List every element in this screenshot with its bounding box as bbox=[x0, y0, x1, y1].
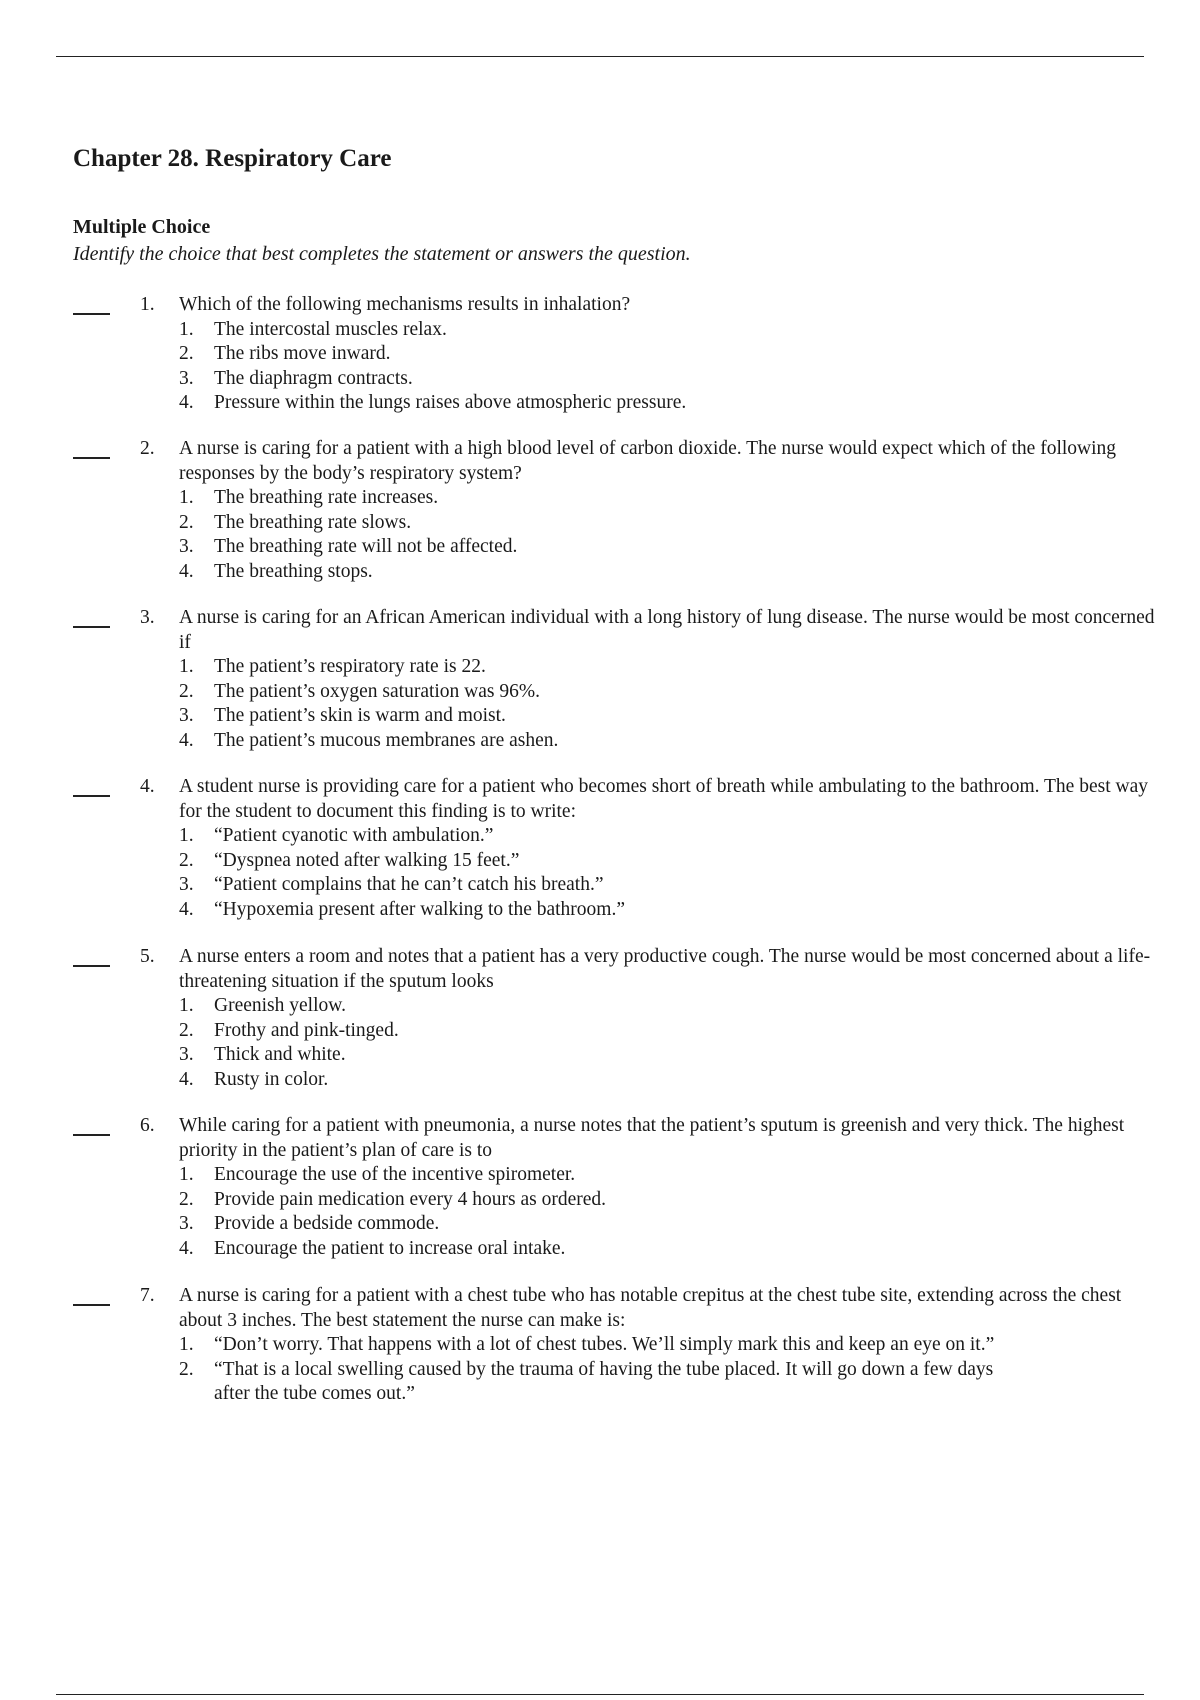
choice-item bbox=[179, 535, 1160, 560]
choice-number: 4. bbox=[179, 729, 194, 751]
choice-list bbox=[179, 1163, 1160, 1261]
choice-text: The patient’s oxygen saturation was 96%. bbox=[214, 680, 541, 702]
choice-number: 2. bbox=[179, 511, 194, 533]
choice-text: Thick and white. bbox=[214, 1044, 346, 1065]
answer-blank[interactable] bbox=[73, 457, 110, 459]
choice-number: 2. bbox=[179, 680, 194, 702]
choice-text: The ribs move inward. bbox=[214, 343, 391, 364]
choice-text: “Patient complains that he can’t catch his breath.” bbox=[214, 874, 604, 895]
question-number: 4. bbox=[140, 776, 155, 797]
question-text: While caring for a patient with pneumonia, a nurse notes that the patient’s sputum is greenish and very thick. The highest priority in the patient’s plan of care is to bbox=[179, 1115, 1125, 1161]
choice-number: 3. bbox=[179, 1213, 194, 1234]
choice-number: 3. bbox=[179, 1044, 194, 1065]
choice-text: “Dyspnea noted after walking 15 feet.” bbox=[214, 849, 520, 871]
answer-blank[interactable] bbox=[73, 626, 110, 628]
choice-text: The breathing rate slows. bbox=[214, 511, 412, 533]
choice-text: Provide a bedside commode. bbox=[214, 1213, 440, 1234]
section-heading: Multiple Choice bbox=[73, 216, 211, 238]
choice-item bbox=[179, 680, 1160, 705]
choice-item bbox=[179, 1188, 1160, 1213]
choice-text: The diaphragm contracts. bbox=[214, 367, 413, 389]
question-text: A nurse is caring for a patient with a high blood level of carbon dioxide. The nurse would expect which of the following responses by the body’s respiratory system? bbox=[179, 438, 1117, 484]
choice-list bbox=[179, 824, 1160, 922]
question-number: 3. bbox=[140, 607, 155, 628]
choice-number: 3. bbox=[179, 367, 194, 389]
choice-text: “Don’t worry. That happens with a lot of chest tubes. We’ll simply mark this and keep an eye on it.” bbox=[214, 1334, 995, 1355]
choice-item bbox=[179, 318, 1160, 343]
choice-text: Pressure within the lungs raises above atmospheric pressure. bbox=[214, 392, 687, 413]
question-text: Which of the following mechanisms results in inhalation? bbox=[179, 294, 631, 315]
choice-item bbox=[179, 655, 1160, 680]
choice-list bbox=[179, 486, 1160, 584]
choice-number: 1. bbox=[179, 656, 194, 677]
choice-list bbox=[179, 994, 1160, 1092]
choice-number: 1. bbox=[179, 825, 194, 846]
choice-number: 4. bbox=[179, 1068, 194, 1090]
choice-list bbox=[179, 318, 1160, 416]
question-number: 6. bbox=[140, 1115, 155, 1136]
choice-item bbox=[179, 486, 1160, 511]
answer-blank[interactable] bbox=[73, 1304, 110, 1306]
answer-blank[interactable] bbox=[73, 313, 110, 315]
answer-blank[interactable] bbox=[73, 965, 110, 967]
choice-item bbox=[179, 342, 1160, 367]
choice-item bbox=[179, 391, 1160, 416]
choice-number: 2. bbox=[179, 1019, 194, 1041]
choice-number: 2. bbox=[179, 849, 194, 871]
choice-text: Greenish yellow. bbox=[214, 995, 346, 1016]
choice-item bbox=[179, 898, 1160, 923]
choice-number: 2. bbox=[179, 1358, 194, 1380]
choice-item bbox=[179, 1237, 1160, 1262]
choice-text: The breathing rate increases. bbox=[214, 487, 439, 508]
question-number: 7. bbox=[140, 1285, 155, 1306]
choice-text: “That is a local swelling caused by the trauma of having the tube placed. It will go down a few days after the tube comes out.” bbox=[214, 1358, 994, 1404]
choice-item bbox=[179, 994, 1160, 1019]
chapter-title: Chapter 28. Respiratory Care bbox=[73, 145, 392, 172]
bottom-rule bbox=[56, 1694, 1144, 1695]
choice-text: Rusty in color. bbox=[214, 1068, 329, 1090]
choice-number: 1. bbox=[179, 487, 194, 508]
choice-item bbox=[179, 1043, 1160, 1068]
question-text: A nurse is caring for an African American individual with a long history of lung disease. The nurse would be most concerned if bbox=[179, 607, 1155, 653]
question-number: 1. bbox=[140, 294, 155, 315]
choice-item bbox=[179, 367, 1160, 392]
choice-text: The patient’s mucous membranes are ashen. bbox=[214, 729, 559, 751]
answer-blank[interactable] bbox=[73, 1134, 110, 1136]
choice-text: “Patient cyanotic with ambulation.” bbox=[214, 825, 494, 846]
choice-text: The breathing rate will not be affected. bbox=[214, 536, 518, 557]
choice-item bbox=[179, 1212, 1160, 1237]
choice-number: 1. bbox=[179, 318, 194, 340]
choice-text: Provide pain medication every 4 hours as ordered. bbox=[214, 1188, 607, 1210]
choice-item bbox=[179, 1358, 1009, 1407]
choice-list bbox=[179, 655, 1160, 753]
choice-number: 3. bbox=[179, 705, 194, 726]
choice-item bbox=[179, 560, 1160, 585]
choice-number: 2. bbox=[179, 1188, 194, 1210]
choice-text: The breathing stops. bbox=[214, 560, 373, 582]
choice-item bbox=[179, 1019, 1160, 1044]
choice-text: Encourage the patient to increase oral intake. bbox=[214, 1237, 566, 1259]
question-text: A nurse is caring for a patient with a chest tube who has notable crepitus at the chest tube site, extending across the chest about 3 inches. The best statement the nurse can make is: bbox=[179, 1285, 1122, 1331]
choice-number: 1. bbox=[179, 1334, 194, 1355]
choice-item bbox=[179, 1163, 1160, 1188]
choice-text: The patient’s respiratory rate is 22. bbox=[214, 656, 486, 677]
choice-number: 3. bbox=[179, 874, 194, 895]
choice-item bbox=[179, 511, 1160, 536]
choice-text: Frothy and pink-tinged. bbox=[214, 1019, 399, 1041]
question-text: A student nurse is providing care for a patient who becomes short of breath while ambulating to the bathroom. The best way for the student to document this finding is to write: bbox=[179, 776, 1148, 822]
choice-number: 4. bbox=[179, 1237, 194, 1259]
choice-item bbox=[179, 704, 1160, 729]
section-instructions: Identify the choice that best completes the statement or answers the question. bbox=[73, 243, 691, 265]
choice-item bbox=[179, 1068, 1160, 1093]
question-text: A nurse enters a room and notes that a patient has a very productive cough. The nurse would be most concerned about a life-threatening situation if the sputum looks bbox=[179, 946, 1151, 992]
choice-text: The intercostal muscles relax. bbox=[214, 318, 447, 340]
choice-item bbox=[179, 1333, 1009, 1358]
choice-number: 1. bbox=[179, 995, 194, 1016]
choice-number: 1. bbox=[179, 1164, 194, 1185]
choice-item bbox=[179, 824, 1160, 849]
choice-text: Encourage the use of the incentive spirometer. bbox=[214, 1164, 576, 1185]
choice-number: 4. bbox=[179, 392, 194, 413]
choice-number: 4. bbox=[179, 898, 194, 920]
choice-number: 4. bbox=[179, 560, 194, 582]
choice-number: 3. bbox=[179, 536, 194, 557]
choice-item bbox=[179, 849, 1160, 874]
answer-blank[interactable] bbox=[73, 795, 110, 797]
choice-text: “Hypoxemia present after walking to the bathroom.” bbox=[214, 898, 625, 920]
choice-item bbox=[179, 873, 1160, 898]
choice-list bbox=[179, 1333, 1009, 1407]
choice-text: The patient’s skin is warm and moist. bbox=[214, 705, 506, 726]
question-number: 5. bbox=[140, 946, 155, 967]
top-rule bbox=[56, 56, 1144, 57]
choice-number: 2. bbox=[179, 343, 194, 364]
choice-item bbox=[179, 729, 1160, 754]
question-number: 2. bbox=[140, 438, 155, 459]
